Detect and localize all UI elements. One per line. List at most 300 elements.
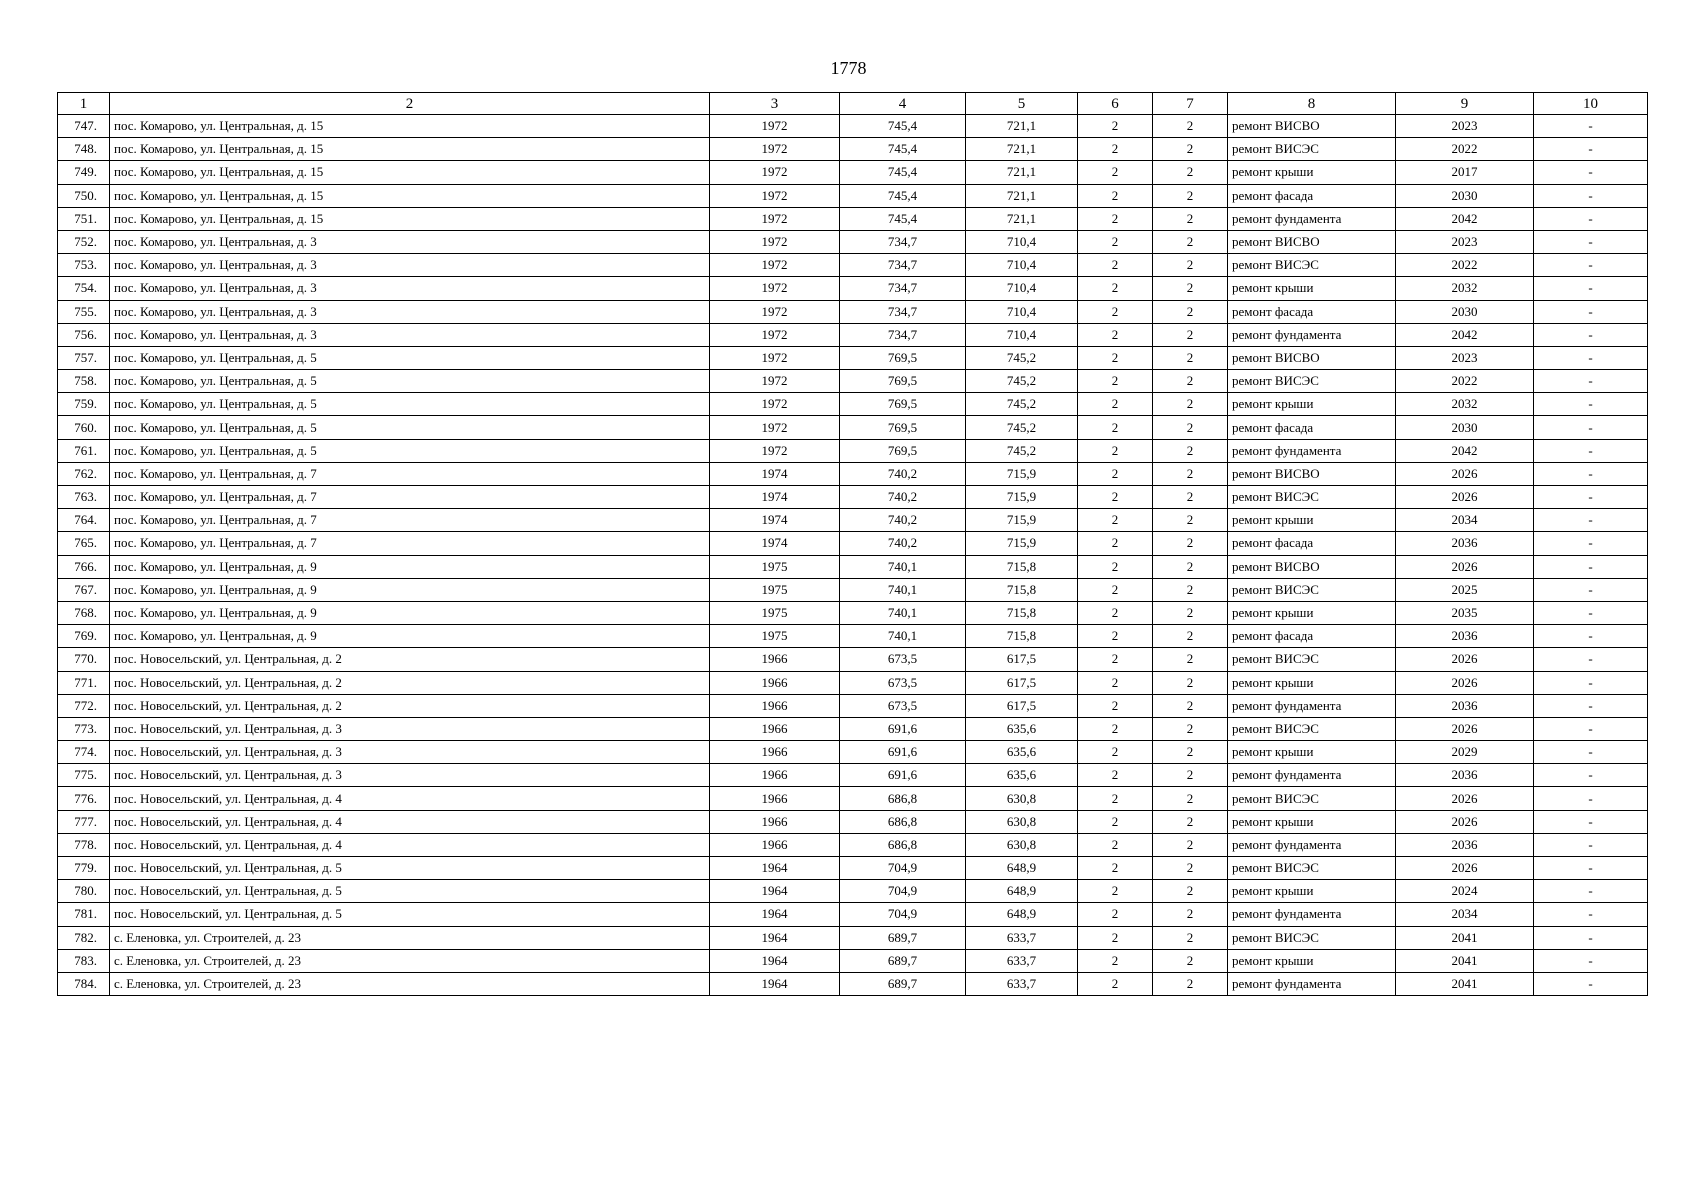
entrances-cell: 2: [1153, 509, 1228, 532]
year-cell: 1964: [710, 880, 840, 903]
floors-cell: 2: [1078, 949, 1153, 972]
floors-cell: 2: [1078, 648, 1153, 671]
area-total-cell: 689,7: [840, 949, 966, 972]
floors-cell: 2: [1078, 694, 1153, 717]
address-cell: пос. Комарово, ул. Центральная, д. 15: [110, 161, 710, 184]
work-type-cell: ремонт ВИСЭС: [1228, 717, 1396, 740]
column-header-6: 6: [1078, 93, 1153, 115]
area-total-cell: 686,8: [840, 810, 966, 833]
work-type-cell: ремонт ВИСЭС: [1228, 578, 1396, 601]
row-number-cell: 757.: [58, 346, 110, 369]
year-cell: 1972: [710, 230, 840, 253]
address-cell: пос. Комарово, ул. Центральная, д. 7: [110, 509, 710, 532]
year-cell: 1974: [710, 532, 840, 555]
area-living-cell: 745,2: [966, 370, 1078, 393]
floors-cell: 2: [1078, 161, 1153, 184]
note-cell: -: [1534, 833, 1648, 856]
floors-cell: 2: [1078, 509, 1153, 532]
work-type-cell: ремонт ВИСВО: [1228, 555, 1396, 578]
row-number-cell: 771.: [58, 671, 110, 694]
year-cell: 1972: [710, 416, 840, 439]
area-living-cell: 745,2: [966, 439, 1078, 462]
note-cell: -: [1534, 810, 1648, 833]
table-row: [58, 416, 1648, 439]
planned-year-cell: 2022: [1396, 254, 1534, 277]
work-type-cell: ремонт крыши: [1228, 393, 1396, 416]
address-cell: пос. Новосельский, ул. Центральная, д. 4: [110, 810, 710, 833]
floors-cell: 2: [1078, 115, 1153, 138]
table-row: [58, 161, 1648, 184]
work-type-cell: ремонт ВИСВО: [1228, 115, 1396, 138]
address-cell: пос. Комарово, ул. Центральная, д. 7: [110, 462, 710, 485]
area-total-cell: 686,8: [840, 787, 966, 810]
planned-year-cell: 2017: [1396, 161, 1534, 184]
row-number-cell: 769.: [58, 625, 110, 648]
floors-cell: 2: [1078, 462, 1153, 485]
column-header-3: 3: [710, 93, 840, 115]
area-living-cell: 715,9: [966, 486, 1078, 509]
table-row: [58, 462, 1648, 485]
year-cell: 1966: [710, 810, 840, 833]
table-row: [58, 926, 1648, 949]
work-type-cell: ремонт ВИСЭС: [1228, 254, 1396, 277]
year-cell: 1972: [710, 300, 840, 323]
address-cell: с. Еленовка, ул. Строителей, д. 23: [110, 972, 710, 995]
column-header-2: 2: [110, 93, 710, 115]
column-header-7: 7: [1153, 93, 1228, 115]
entrances-cell: 2: [1153, 462, 1228, 485]
area-total-cell: 740,2: [840, 509, 966, 532]
address-cell: пос. Комарово, ул. Центральная, д. 3: [110, 230, 710, 253]
floors-cell: 2: [1078, 370, 1153, 393]
note-cell: -: [1534, 161, 1648, 184]
floors-cell: 2: [1078, 671, 1153, 694]
area-living-cell: 617,5: [966, 671, 1078, 694]
planned-year-cell: 2042: [1396, 323, 1534, 346]
address-cell: пос. Комарово, ул. Центральная, д. 5: [110, 416, 710, 439]
address-cell: пос. Комарово, ул. Центральная, д. 15: [110, 184, 710, 207]
area-total-cell: 704,9: [840, 880, 966, 903]
column-header-5: 5: [966, 93, 1078, 115]
address-cell: пос. Комарово, ул. Центральная, д. 15: [110, 207, 710, 230]
table-row: [58, 300, 1648, 323]
area-living-cell: 715,9: [966, 509, 1078, 532]
work-type-cell: ремонт крыши: [1228, 671, 1396, 694]
work-type-cell: ремонт ВИСВО: [1228, 346, 1396, 369]
year-cell: 1974: [710, 486, 840, 509]
planned-year-cell: 2041: [1396, 949, 1534, 972]
planned-year-cell: 2042: [1396, 207, 1534, 230]
row-number-cell: 760.: [58, 416, 110, 439]
table-body: [58, 115, 1648, 996]
address-cell: пос. Комарово, ул. Центральная, д. 5: [110, 393, 710, 416]
planned-year-cell: 2041: [1396, 926, 1534, 949]
entrances-cell: 2: [1153, 741, 1228, 764]
planned-year-cell: 2036: [1396, 833, 1534, 856]
area-living-cell: 715,9: [966, 532, 1078, 555]
row-number-cell: 780.: [58, 880, 110, 903]
area-living-cell: 630,8: [966, 810, 1078, 833]
table-row: [58, 578, 1648, 601]
floors-cell: 2: [1078, 532, 1153, 555]
area-living-cell: 617,5: [966, 648, 1078, 671]
planned-year-cell: 2026: [1396, 787, 1534, 810]
work-type-cell: ремонт крыши: [1228, 810, 1396, 833]
address-cell: пос. Комарово, ул. Центральная, д. 3: [110, 300, 710, 323]
planned-year-cell: 2036: [1396, 694, 1534, 717]
planned-year-cell: 2025: [1396, 578, 1534, 601]
entrances-cell: 2: [1153, 903, 1228, 926]
floors-cell: 2: [1078, 857, 1153, 880]
address-cell: пос. Комарово, ул. Центральная, д. 3: [110, 277, 710, 300]
note-cell: -: [1534, 207, 1648, 230]
planned-year-cell: 2030: [1396, 300, 1534, 323]
planned-year-cell: 2036: [1396, 532, 1534, 555]
note-cell: -: [1534, 532, 1648, 555]
row-number-cell: 765.: [58, 532, 110, 555]
planned-year-cell: 2034: [1396, 509, 1534, 532]
floors-cell: 2: [1078, 625, 1153, 648]
row-number-cell: 781.: [58, 903, 110, 926]
year-cell: 1972: [710, 184, 840, 207]
year-cell: 1975: [710, 578, 840, 601]
area-living-cell: 710,4: [966, 277, 1078, 300]
address-cell: пос. Комарово, ул. Центральная, д. 9: [110, 625, 710, 648]
note-cell: -: [1534, 346, 1648, 369]
note-cell: -: [1534, 903, 1648, 926]
work-type-cell: ремонт фундамента: [1228, 972, 1396, 995]
area-living-cell: 710,4: [966, 230, 1078, 253]
area-total-cell: 740,2: [840, 532, 966, 555]
floors-cell: 2: [1078, 346, 1153, 369]
entrances-cell: 2: [1153, 694, 1228, 717]
address-cell: пос. Новосельский, ул. Центральная, д. 3: [110, 764, 710, 787]
area-total-cell: 740,2: [840, 462, 966, 485]
area-total-cell: 769,5: [840, 439, 966, 462]
planned-year-cell: 2036: [1396, 625, 1534, 648]
floors-cell: 2: [1078, 787, 1153, 810]
entrances-cell: 2: [1153, 416, 1228, 439]
row-number-cell: 774.: [58, 741, 110, 764]
work-type-cell: ремонт ВИСЭС: [1228, 486, 1396, 509]
year-cell: 1975: [710, 601, 840, 624]
area-total-cell: 740,1: [840, 555, 966, 578]
note-cell: -: [1534, 462, 1648, 485]
work-type-cell: ремонт ВИСЭС: [1228, 138, 1396, 161]
row-number-cell: 766.: [58, 555, 110, 578]
table-row: [58, 439, 1648, 462]
note-cell: -: [1534, 764, 1648, 787]
row-number-cell: 777.: [58, 810, 110, 833]
floors-cell: 2: [1078, 810, 1153, 833]
area-living-cell: 710,4: [966, 323, 1078, 346]
area-total-cell: 745,4: [840, 138, 966, 161]
floors-cell: 2: [1078, 230, 1153, 253]
planned-year-cell: 2042: [1396, 439, 1534, 462]
row-number-cell: 770.: [58, 648, 110, 671]
table-row: [58, 857, 1648, 880]
work-type-cell: ремонт фасада: [1228, 532, 1396, 555]
area-living-cell: 617,5: [966, 694, 1078, 717]
area-total-cell: 686,8: [840, 833, 966, 856]
planned-year-cell: 2026: [1396, 462, 1534, 485]
table-row: [58, 393, 1648, 416]
data-table: [57, 92, 1648, 996]
row-number-cell: 749.: [58, 161, 110, 184]
entrances-cell: 2: [1153, 115, 1228, 138]
table-row: [58, 810, 1648, 833]
note-cell: -: [1534, 694, 1648, 717]
entrances-cell: 2: [1153, 300, 1228, 323]
area-total-cell: 745,4: [840, 184, 966, 207]
area-living-cell: 630,8: [966, 787, 1078, 810]
entrances-cell: 2: [1153, 393, 1228, 416]
entrances-cell: 2: [1153, 346, 1228, 369]
note-cell: -: [1534, 323, 1648, 346]
row-number-cell: 762.: [58, 462, 110, 485]
entrances-cell: 2: [1153, 926, 1228, 949]
planned-year-cell: 2032: [1396, 393, 1534, 416]
row-number-cell: 752.: [58, 230, 110, 253]
floors-cell: 2: [1078, 972, 1153, 995]
area-total-cell: 734,7: [840, 300, 966, 323]
floors-cell: 2: [1078, 880, 1153, 903]
year-cell: 1972: [710, 138, 840, 161]
entrances-cell: 2: [1153, 161, 1228, 184]
area-total-cell: 745,4: [840, 115, 966, 138]
floors-cell: 2: [1078, 578, 1153, 601]
table-header-row: [58, 93, 1648, 115]
floors-cell: 2: [1078, 926, 1153, 949]
floors-cell: 2: [1078, 207, 1153, 230]
table-row: [58, 346, 1648, 369]
table-row: [58, 671, 1648, 694]
area-living-cell: 721,1: [966, 207, 1078, 230]
entrances-cell: 2: [1153, 184, 1228, 207]
table-row: [58, 254, 1648, 277]
address-cell: пос. Комарово, ул. Центральная, д. 9: [110, 555, 710, 578]
table-row: [58, 184, 1648, 207]
year-cell: 1966: [710, 833, 840, 856]
entrances-cell: 2: [1153, 370, 1228, 393]
note-cell: -: [1534, 857, 1648, 880]
note-cell: -: [1534, 486, 1648, 509]
row-number-cell: 776.: [58, 787, 110, 810]
floors-cell: 2: [1078, 833, 1153, 856]
address-cell: пос. Новосельский, ул. Центральная, д. 5: [110, 880, 710, 903]
work-type-cell: ремонт ВИСВО: [1228, 462, 1396, 485]
planned-year-cell: 2029: [1396, 741, 1534, 764]
row-number-cell: 761.: [58, 439, 110, 462]
area-total-cell: 734,7: [840, 230, 966, 253]
area-living-cell: 715,8: [966, 625, 1078, 648]
table-row: [58, 555, 1648, 578]
area-living-cell: 635,6: [966, 741, 1078, 764]
area-living-cell: 633,7: [966, 972, 1078, 995]
area-living-cell: 745,2: [966, 416, 1078, 439]
address-cell: пос. Комарово, ул. Центральная, д. 5: [110, 370, 710, 393]
note-cell: -: [1534, 393, 1648, 416]
year-cell: 1966: [710, 671, 840, 694]
address-cell: с. Еленовка, ул. Строителей, д. 23: [110, 926, 710, 949]
work-type-cell: ремонт фасада: [1228, 416, 1396, 439]
entrances-cell: 2: [1153, 764, 1228, 787]
table-row: [58, 601, 1648, 624]
year-cell: 1966: [710, 717, 840, 740]
note-cell: -: [1534, 625, 1648, 648]
year-cell: 1974: [710, 509, 840, 532]
note-cell: -: [1534, 370, 1648, 393]
address-cell: пос. Комарово, ул. Центральная, д. 9: [110, 601, 710, 624]
planned-year-cell: 2026: [1396, 671, 1534, 694]
area-living-cell: 635,6: [966, 717, 1078, 740]
entrances-cell: 2: [1153, 671, 1228, 694]
note-cell: -: [1534, 949, 1648, 972]
area-living-cell: 721,1: [966, 115, 1078, 138]
work-type-cell: ремонт крыши: [1228, 277, 1396, 300]
area-living-cell: 715,8: [966, 555, 1078, 578]
work-type-cell: ремонт ВИСЭС: [1228, 787, 1396, 810]
area-total-cell: 691,6: [840, 764, 966, 787]
note-cell: -: [1534, 254, 1648, 277]
year-cell: 1975: [710, 555, 840, 578]
address-cell: пос. Новосельский, ул. Центральная, д. 4: [110, 833, 710, 856]
row-number-cell: 753.: [58, 254, 110, 277]
table-row: [58, 115, 1648, 138]
planned-year-cell: 2022: [1396, 138, 1534, 161]
entrances-cell: 2: [1153, 787, 1228, 810]
area-living-cell: 721,1: [966, 161, 1078, 184]
note-cell: -: [1534, 138, 1648, 161]
floors-cell: 2: [1078, 741, 1153, 764]
address-cell: пос. Комарово, ул. Центральная, д. 7: [110, 486, 710, 509]
work-type-cell: ремонт крыши: [1228, 741, 1396, 764]
area-living-cell: 721,1: [966, 138, 1078, 161]
entrances-cell: 2: [1153, 972, 1228, 995]
row-number-cell: 772.: [58, 694, 110, 717]
note-cell: -: [1534, 509, 1648, 532]
planned-year-cell: 2024: [1396, 880, 1534, 903]
area-living-cell: 710,4: [966, 300, 1078, 323]
year-cell: 1972: [710, 115, 840, 138]
address-cell: пос. Комарово, ул. Центральная, д. 3: [110, 323, 710, 346]
entrances-cell: 2: [1153, 277, 1228, 300]
row-number-cell: 750.: [58, 184, 110, 207]
work-type-cell: ремонт ВИСЭС: [1228, 926, 1396, 949]
floors-cell: 2: [1078, 416, 1153, 439]
row-number-cell: 764.: [58, 509, 110, 532]
note-cell: -: [1534, 230, 1648, 253]
year-cell: 1964: [710, 926, 840, 949]
address-cell: пос. Новосельский, ул. Центральная, д. 5: [110, 903, 710, 926]
year-cell: 1966: [710, 741, 840, 764]
area-living-cell: 635,6: [966, 764, 1078, 787]
note-cell: -: [1534, 115, 1648, 138]
floors-cell: 2: [1078, 555, 1153, 578]
row-number-cell: 751.: [58, 207, 110, 230]
year-cell: 1972: [710, 393, 840, 416]
year-cell: 1972: [710, 207, 840, 230]
table-row: [58, 138, 1648, 161]
note-cell: -: [1534, 880, 1648, 903]
floors-cell: 2: [1078, 903, 1153, 926]
planned-year-cell: 2035: [1396, 601, 1534, 624]
address-cell: пос. Комарово, ул. Центральная, д. 3: [110, 254, 710, 277]
table-row: [58, 648, 1648, 671]
row-number-cell: 775.: [58, 764, 110, 787]
work-type-cell: ремонт ВИСВО: [1228, 230, 1396, 253]
work-type-cell: ремонт ВИСЭС: [1228, 370, 1396, 393]
note-cell: -: [1534, 300, 1648, 323]
note-cell: -: [1534, 648, 1648, 671]
planned-year-cell: 2030: [1396, 184, 1534, 207]
work-type-cell: ремонт фундамента: [1228, 903, 1396, 926]
table-row: [58, 625, 1648, 648]
row-number-cell: 748.: [58, 138, 110, 161]
row-number-cell: 758.: [58, 370, 110, 393]
area-total-cell: 745,4: [840, 161, 966, 184]
work-type-cell: ремонт крыши: [1228, 949, 1396, 972]
floors-cell: 2: [1078, 138, 1153, 161]
column-header-4: 4: [840, 93, 966, 115]
area-total-cell: 769,5: [840, 416, 966, 439]
address-cell: пос. Новосельский, ул. Центральная, д. 3: [110, 741, 710, 764]
table-row: [58, 532, 1648, 555]
year-cell: 1966: [710, 648, 840, 671]
planned-year-cell: 2030: [1396, 416, 1534, 439]
note-cell: -: [1534, 787, 1648, 810]
floors-cell: 2: [1078, 277, 1153, 300]
row-number-cell: 783.: [58, 949, 110, 972]
address-cell: пос. Комарово, ул. Центральная, д. 9: [110, 578, 710, 601]
year-cell: 1966: [710, 787, 840, 810]
year-cell: 1966: [710, 764, 840, 787]
year-cell: 1972: [710, 161, 840, 184]
floors-cell: 2: [1078, 717, 1153, 740]
table-row: [58, 207, 1648, 230]
area-living-cell: 710,4: [966, 254, 1078, 277]
year-cell: 1972: [710, 323, 840, 346]
area-total-cell: 769,5: [840, 393, 966, 416]
work-type-cell: ремонт фасада: [1228, 184, 1396, 207]
table-row: [58, 694, 1648, 717]
table-row: [58, 903, 1648, 926]
entrances-cell: 2: [1153, 323, 1228, 346]
area-total-cell: 734,7: [840, 323, 966, 346]
area-total-cell: 740,2: [840, 486, 966, 509]
table-row: [58, 509, 1648, 532]
note-cell: -: [1534, 439, 1648, 462]
work-type-cell: ремонт фундамента: [1228, 764, 1396, 787]
row-number-cell: 759.: [58, 393, 110, 416]
year-cell: 1964: [710, 949, 840, 972]
floors-cell: 2: [1078, 300, 1153, 323]
floors-cell: 2: [1078, 254, 1153, 277]
year-cell: 1972: [710, 370, 840, 393]
area-total-cell: 745,4: [840, 207, 966, 230]
floors-cell: 2: [1078, 323, 1153, 346]
work-type-cell: ремонт ВИСЭС: [1228, 648, 1396, 671]
planned-year-cell: 2026: [1396, 857, 1534, 880]
area-total-cell: 740,1: [840, 625, 966, 648]
area-living-cell: 633,7: [966, 949, 1078, 972]
table-row: [58, 949, 1648, 972]
year-cell: 1975: [710, 625, 840, 648]
area-living-cell: 630,8: [966, 833, 1078, 856]
table-row: [58, 880, 1648, 903]
column-header-1: 1: [58, 93, 110, 115]
year-cell: 1972: [710, 254, 840, 277]
